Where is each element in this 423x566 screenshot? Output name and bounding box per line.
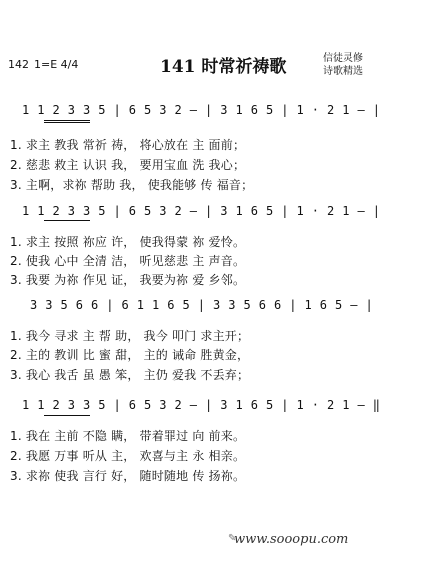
lyric-row-4-2: 2. 我愿 万事 听从 主， 欢喜与主 永 相亲。 <box>10 449 246 463</box>
lyric-row-2-2: 2. 使我 心中 全清 洁， 听见慈悲 主 声音。 <box>10 254 246 268</box>
author-line-1: 信徒灵修 <box>323 53 363 64</box>
notation-row-1: 1 1 2 3 3 5 | 6 5 3 2 — | 3 1 6 5 | 1 · 2 1 — | <box>22 103 381 117</box>
beam-line <box>44 122 90 123</box>
notation-row-3: 3 3 5 6 6 | 6 1 1 6 5 | 3 3 5 6 6 | 1 6 5 — | <box>30 298 374 312</box>
watermark: www.sooopu.com <box>234 532 349 547</box>
lyric-row-1-2: 2. 慈悲 救主 认识 我， 要用宝血 洗 我心； <box>10 158 246 172</box>
song-title: 141 时常祈祷歌 <box>160 57 287 77</box>
lyric-row-1-3: 3. 主啊，求祢 帮助 我， 使我能够 传 福音； <box>10 178 254 192</box>
page-number: 142 <box>8 58 29 71</box>
key-signature: 1=E 4/4 <box>34 58 79 71</box>
notation-row-2: 1 1 2 3 3 5 | 6 5 3 2 — | 3 1 6 5 | 1 · 2 1 — | <box>22 204 381 218</box>
lyric-row-4-1: 1. 我在 主前 不隐 瞒， 带着罪过 向 前来。 <box>10 429 246 443</box>
lyric-row-2-1: 1. 求主 按照 祢应 许， 使我得蒙 祢 爱怜。 <box>10 235 246 249</box>
pencil-icon: ✎ <box>228 533 237 544</box>
beam-line <box>44 120 90 121</box>
lyric-row-3-3: 3. 我心 我舌 虽 愚 笨， 主仍 爱我 不丢弃； <box>10 368 250 382</box>
notation-row-4: 1 1 2 3 3 5 | 6 5 3 2 — | 3 1 6 5 | 1 · 2 1 — ‖ <box>22 398 381 412</box>
author-line-2: 诗歌精选 <box>323 66 363 77</box>
lyric-row-3-1: 1. 我今 寻求 主 帮 助， 我今 叩门 求主开； <box>10 329 250 343</box>
beam-line <box>44 220 90 221</box>
lyric-row-4-3: 3. 求祢 使我 言行 好， 随时随地 传 扬祢。 <box>10 469 246 483</box>
lyric-row-1-1: 1. 求主 教我 常祈 祷， 将心放在 主 面前； <box>10 138 246 152</box>
beam-line <box>44 415 90 416</box>
lyric-row-2-3: 3. 我要 为祢 作见 证， 我要为祢 爱 乡邻。 <box>10 273 246 287</box>
lyric-row-3-2: 2. 主的 教训 比 蜜 甜， 主的 诫命 胜黄金， <box>10 348 250 362</box>
author-credit <box>323 52 363 78</box>
